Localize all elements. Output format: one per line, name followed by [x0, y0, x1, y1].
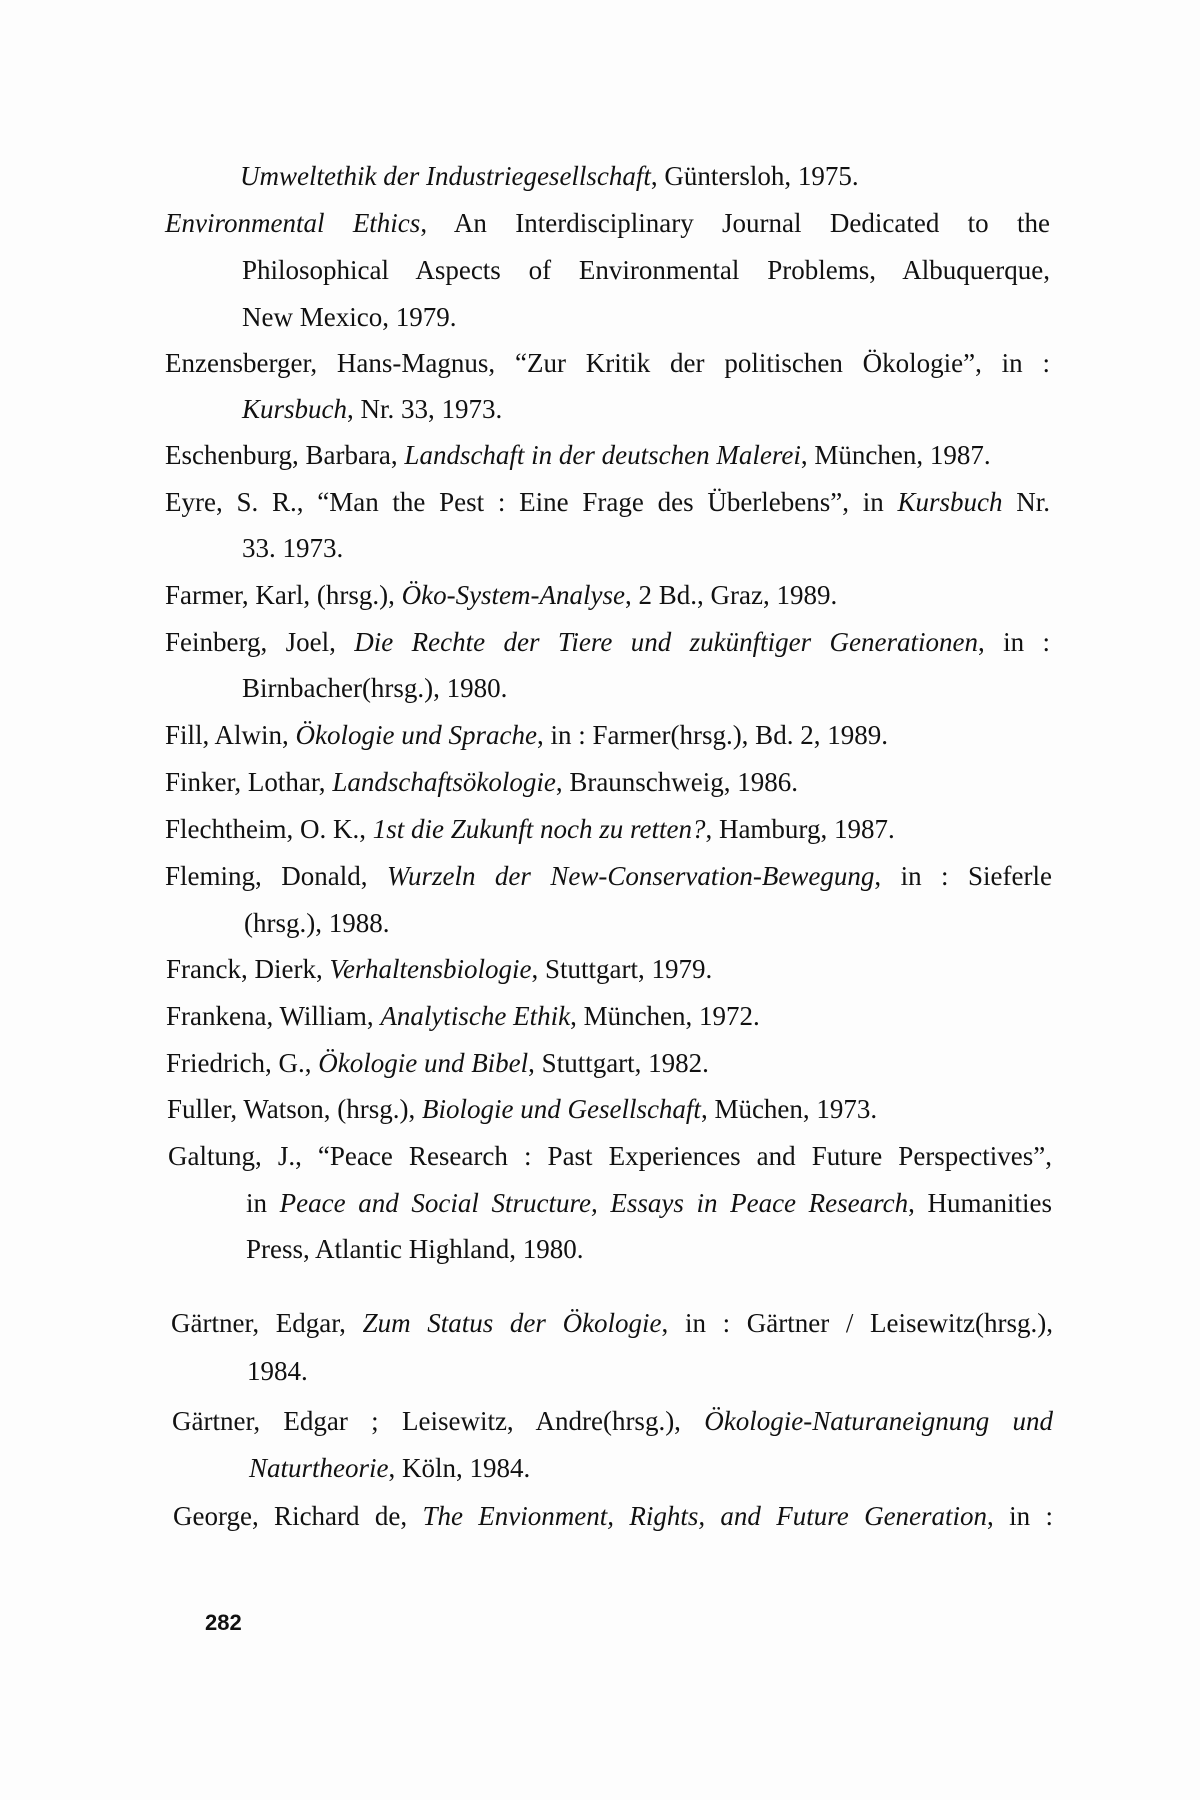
citation-text: Nr. — [1002, 487, 1051, 517]
citation-text: , München, 1987. — [800, 440, 991, 470]
citation-text: , Braunschweig, 1986. — [555, 767, 799, 797]
title-text: Landschaft in der deutschen Malerei — [404, 440, 801, 470]
citation-text: , Stuttgart, 1979. — [531, 954, 713, 984]
citation-text: , München, 1972. — [570, 1001, 760, 1031]
bibliography-line — [242, 531, 343, 565]
title-text: Umweltethik der Industriegesellschaft — [240, 161, 651, 191]
citation-text: Fleming, Donald, — [165, 861, 387, 891]
citation-text: , Güntersloh, 1975. — [650, 161, 859, 191]
citation-text: , in : — [977, 627, 1050, 657]
bibliography-line — [249, 1451, 530, 1485]
citation-text: Eschenburg, Barbara, — [165, 440, 405, 470]
bibliography-line — [165, 859, 1052, 893]
bibliography-line — [165, 812, 895, 846]
citation-text: , in : Farmer(hrsg.), Bd. 2, 1989. — [536, 720, 888, 750]
citation-text: Gärtner, Edgar ; Leisewitz, Andre(hrsg.), — [172, 1406, 705, 1436]
bibliography-line — [165, 206, 1050, 240]
title-text: Kursbuch — [897, 487, 1003, 517]
bibliography-line — [246, 1186, 1052, 1220]
title-text: Ökologie-Naturaneignung und — [704, 1406, 1053, 1436]
bibliography-line — [166, 999, 760, 1033]
title-text: Landschaftsökologie — [332, 767, 556, 797]
bibliography-line — [246, 1232, 583, 1266]
bibliography-line — [242, 392, 502, 426]
title-text: Analytische Ethik — [380, 1001, 571, 1031]
bibliography-line — [165, 625, 1050, 659]
bibliography-line — [165, 485, 1050, 519]
citation-text: Flechtheim, O. K., — [165, 814, 373, 844]
citation-text: , Nr. 33, 1973. — [347, 394, 503, 424]
bibliography-line — [171, 1306, 1053, 1340]
citation-text: , Humanities — [908, 1188, 1052, 1218]
title-text: 1st die Zukunft noch zu retten? — [372, 814, 706, 844]
title-text: Naturtheorie — [249, 1453, 389, 1483]
bibliography-line — [168, 1139, 1052, 1173]
bibliography-line — [173, 1499, 1053, 1533]
citation-text: , Köln, 1984. — [388, 1453, 531, 1483]
title-text: Kursbuch — [242, 394, 348, 424]
title-text: Öko-System-Analyse — [401, 580, 626, 610]
citation-text: , 2 Bd., Graz, 1989. — [625, 580, 838, 610]
bibliography-line — [244, 906, 389, 940]
bibliography-line — [166, 1046, 709, 1080]
citation-text: Feinberg, Joel, — [165, 627, 355, 657]
bibliography-line — [247, 1354, 308, 1388]
page-number: 282 — [205, 1610, 242, 1635]
title-text: Die Rechte der Tiere und zukünftiger Generationen — [354, 627, 978, 657]
bibliography-line — [240, 159, 859, 193]
bibliography-line — [242, 253, 1050, 287]
bibliography-line — [167, 1092, 877, 1126]
citation-text: , Stuttgart, 1982. — [528, 1048, 709, 1078]
citation-text: Farmer, Karl, (hrsg.), — [165, 580, 402, 610]
bibliography-line — [242, 671, 507, 705]
title-text: Wurzeln der New-Conservation-Bewegung — [386, 861, 875, 891]
citation-text: Fuller, Watson, (hrsg.), — [167, 1094, 422, 1124]
citation-text: Gärtner, Edgar, — [171, 1308, 363, 1338]
citation-text: Press, Atlantic Highland, 1980. — [246, 1234, 584, 1264]
bibliography-line — [172, 1404, 1053, 1438]
title-text: Peace and Social Structure, Essays in Peace Research — [279, 1188, 909, 1218]
bibliography-line — [242, 300, 456, 334]
citation-text: George, Richard de, — [173, 1501, 423, 1531]
citation-text: Philosophical Aspects of Environmental Problems, Albuquerque, — [242, 255, 1050, 285]
citation-text: , in : Gärtner / Leisewitz(hrsg.), — [661, 1308, 1053, 1338]
title-text: Biologie und Gesellschaft — [421, 1094, 701, 1124]
citation-text: Finker, Lothar, — [165, 767, 333, 797]
citation-text: Enzensberger, Hans-Magnus, “Zur Kritik der politischen Ökologie”, in : — [165, 348, 1050, 378]
citation-text: Frankena, William, — [166, 1001, 381, 1031]
citation-text: , Müchen, 1973. — [700, 1094, 878, 1124]
citation-text: Friedrich, G., — [166, 1048, 319, 1078]
citation-text: Fill, Alwin, — [165, 720, 296, 750]
bibliography-line — [165, 718, 888, 752]
bibliography-line — [165, 578, 837, 612]
citation-text: Birnbacher(hrsg.), 1980. — [242, 673, 508, 703]
citation-text: 33. 1973. — [242, 533, 344, 563]
citation-text: , Hamburg, 1987. — [705, 814, 895, 844]
citation-text: , An Interdisciplinary Journal Dedicated to the — [420, 208, 1050, 238]
bibliography-line — [166, 952, 712, 986]
citation-text: , in : — [987, 1501, 1053, 1531]
citation-text: New Mexico, 1979. — [242, 302, 457, 332]
title-text: The Envionment, Rights, and Future Generation — [422, 1501, 988, 1531]
citation-text: Franck, Dierk, — [166, 954, 330, 984]
citation-text: 1984. — [247, 1356, 308, 1386]
bibliography-line — [165, 438, 991, 472]
citation-text: in — [246, 1188, 280, 1218]
citation-text: Galtung, J., “Peace Research : Past Experiences and Future Perspectives”, — [168, 1141, 1052, 1171]
citation-text: Eyre, S. R., “Man the Pest : Eine Frage des Überlebens”, in — [165, 487, 898, 517]
title-text: Environmental Ethics — [165, 208, 421, 238]
title-text: Verhaltensbiologie — [329, 954, 532, 984]
title-text: Ökologie und Bibel — [318, 1048, 529, 1078]
citation-text: (hrsg.), 1988. — [244, 908, 390, 938]
title-text: Ökologie und Sprache — [295, 720, 537, 750]
bibliography-line — [165, 346, 1050, 380]
title-text: Zum Status der Ökologie — [362, 1308, 662, 1338]
citation-text: , in : Sieferle — [874, 861, 1052, 891]
bibliography-line — [165, 765, 798, 799]
